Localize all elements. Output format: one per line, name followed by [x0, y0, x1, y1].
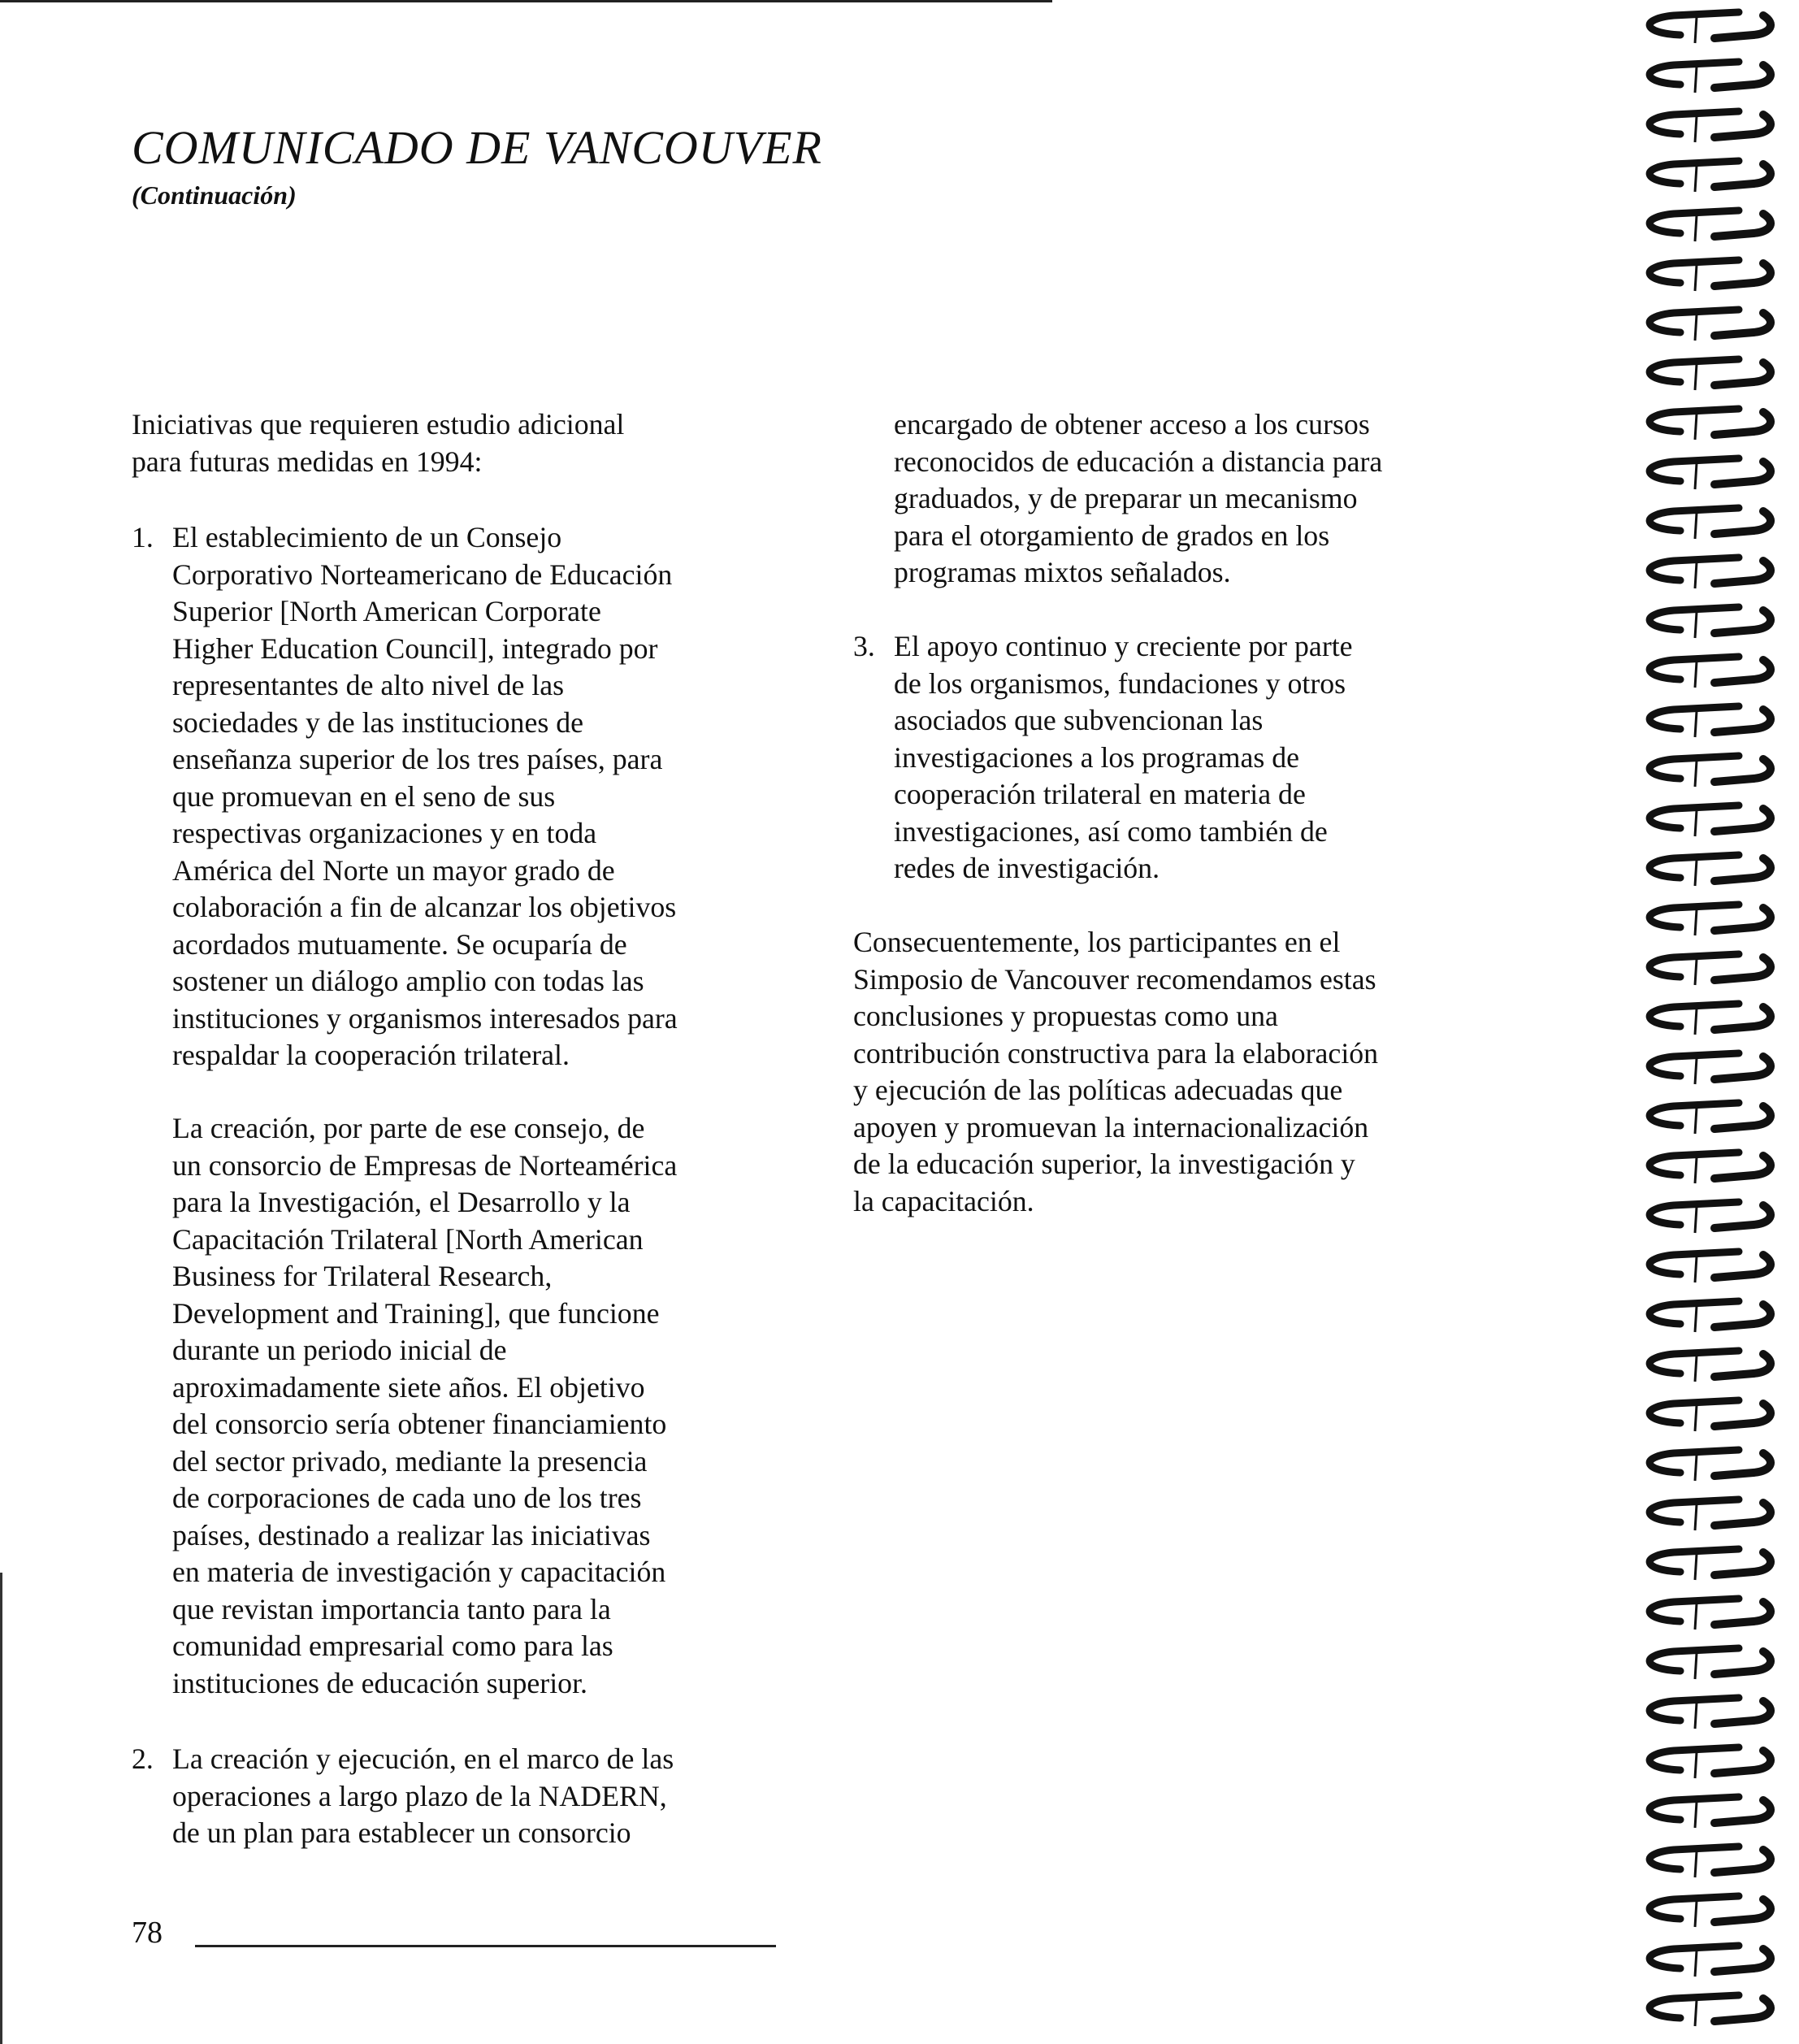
- text-line: investigaciones, así como también de: [894, 814, 1328, 848]
- binding-ring-icon: [1649, 1252, 1771, 1282]
- binding-ring-icon: [1649, 1747, 1771, 1778]
- binding-ring-icon: [1649, 111, 1771, 142]
- text-line: de los organismos, fundaciones y otros: [894, 666, 1346, 700]
- text-line: asociados que subvencionan las: [894, 704, 1264, 736]
- binding-ring-icon: [1649, 1995, 1771, 2026]
- binding-ring-icon: [1649, 310, 1771, 341]
- text-line: Development and Training], que funcione: [172, 1296, 660, 1330]
- binding-ring-icon: [1649, 1450, 1771, 1481]
- text-line: que revistan importancia tanto para la: [172, 1592, 611, 1625]
- binding-ring-icon: [1649, 954, 1771, 985]
- text-line: para futuras medidas en 1994:: [132, 445, 483, 478]
- list-item-2-continuation: [894, 406, 1382, 592]
- text-line: colaboración a fin de alcanzar los objetivos: [172, 891, 677, 923]
- text-line: investigaciones a los programas de: [894, 740, 1300, 774]
- page-subtitle: (Continuación): [132, 180, 297, 210]
- text-line: reconocidos de educación a distancia para: [894, 445, 1383, 478]
- list-item-2-paragraph: [172, 1741, 674, 1852]
- binding-ring-icon: [1649, 1202, 1771, 1233]
- text-line: para el otorgamiento de grados en los: [894, 519, 1330, 552]
- binding-ring-icon: [1649, 905, 1771, 935]
- text-line: para la Investigación, el Desarrollo y la: [172, 1186, 631, 1218]
- binding-ring-icon: [1649, 855, 1771, 886]
- text-line: acordados mutuamente. Se ocuparía de: [172, 927, 627, 961]
- text-line: de un plan para establecer un consorcio: [172, 1816, 631, 1849]
- binding-ring-icon: [1649, 508, 1771, 539]
- binding-ring-icon: [1649, 1896, 1771, 1927]
- footer-rule: [195, 1945, 776, 1947]
- text-line: Simposio de Vancouver recomendamos estas: [853, 962, 1376, 996]
- list-item-1-paragraph-2: [172, 1110, 677, 1702]
- text-line: representantes de alto nivel de las: [172, 669, 565, 701]
- text-line: aproximadamente siete años. El objetivo: [172, 1370, 645, 1404]
- intro-paragraph: [132, 406, 624, 480]
- text-line: respaldar la cooperación trilateral.: [172, 1039, 570, 1071]
- binding-ring-icon: [1649, 1946, 1771, 1977]
- binding-ring-icon: [1649, 1152, 1771, 1183]
- binding-ring-icon: [1649, 756, 1771, 787]
- binding-ring-icon: [1649, 1400, 1771, 1431]
- text-line: encargado de obtener acceso a los cursos: [894, 408, 1370, 440]
- text-line: redes de investigación.: [894, 852, 1160, 884]
- text-line: países, destinado a realizar las iniciativas: [172, 1518, 651, 1551]
- text-line: El apoyo continuo y creciente por parte: [894, 630, 1353, 662]
- left-edge-rule: [0, 1573, 2, 2044]
- binding-ring-icon: [1649, 1797, 1771, 1828]
- text-line: comunidad empresarial como para las: [172, 1630, 613, 1662]
- text-line: América del Norte un mayor grado de: [172, 853, 615, 887]
- text-line: y ejecución de las políticas adecuadas que: [853, 1074, 1343, 1106]
- binding-ring-icon: [1649, 706, 1771, 737]
- conclusion-paragraph: [853, 924, 1378, 1220]
- text-line: conclusiones y propuestas como una: [853, 1000, 1278, 1032]
- binding-ring-icon: [1649, 458, 1771, 489]
- text-line: Higher Education Council], integrado por: [172, 631, 658, 665]
- text-line: que promuevan en el seno de sus: [172, 779, 556, 813]
- text-line: de corporaciones de cada uno de los tres: [172, 1482, 642, 1514]
- text-line: Iniciativas que requieren estudio adicional: [132, 408, 625, 440]
- binding-ring-icon: [1649, 1847, 1771, 1877]
- list-number: 1.: [132, 521, 154, 553]
- binding-ring-icon: [1649, 1648, 1771, 1679]
- text-line: Corporativo Norteamericano de Educación: [172, 558, 673, 591]
- binding-ring-icon: [1649, 558, 1771, 588]
- binding-ring-icon: [1649, 1004, 1771, 1035]
- spiral-binding-icon: [1617, 0, 1799, 2044]
- binding-ring-icon: [1649, 62, 1771, 93]
- text-line: en materia de investigación y capacitación: [172, 1556, 666, 1588]
- binding-ring-icon: [1649, 657, 1771, 688]
- text-line: La creación, por parte de ese consejo, de: [172, 1112, 645, 1144]
- binding-ring-icon: [1649, 1599, 1771, 1630]
- text-line: del consorcio sería obtener financiamiento: [172, 1408, 667, 1440]
- text-line: sostener un diálogo amplio con todas las: [172, 965, 644, 997]
- text-line: respectivas organizaciones y en toda: [172, 817, 597, 849]
- binding-ring-icon: [1649, 1698, 1771, 1729]
- text-line: enseñanza superior de los tres países, para: [172, 743, 663, 775]
- binding-ring-icon: [1649, 1301, 1771, 1332]
- text-line: programas mixtos señalados.: [894, 556, 1231, 588]
- text-line: El establecimiento de un Consejo: [172, 521, 562, 553]
- text-line: de la educación superior, la investigación y: [853, 1148, 1355, 1180]
- text-line: un consorcio de Empresas de Norteamérica: [172, 1148, 678, 1182]
- page-number: 78: [132, 1916, 163, 1950]
- text-line: contribución constructiva para la elaboración: [853, 1036, 1379, 1070]
- list-number: 3.: [853, 630, 875, 662]
- text-line: instituciones y organismos interesados para: [172, 1001, 678, 1035]
- list-item-3-paragraph: [894, 628, 1353, 887]
- top-rule: [0, 0, 1052, 2]
- binding-ring-icon: [1649, 409, 1771, 440]
- text-line: Superior [North American Corporate: [172, 595, 601, 627]
- text-line: La creación y ejecución, en el marco de las: [172, 1742, 674, 1775]
- text-line: Business for Trilateral Research,: [172, 1260, 553, 1292]
- binding-ring-icon: [1649, 1351, 1771, 1382]
- binding-ring-icon: [1649, 607, 1771, 638]
- binding-ring-icon: [1649, 1103, 1771, 1134]
- text-line: Capacitación Trilateral [North American: [172, 1222, 644, 1256]
- binding-ring-icon: [1649, 1499, 1771, 1530]
- list-number: 2.: [132, 1742, 154, 1775]
- binding-ring-icon: [1649, 1549, 1771, 1580]
- binding-ring-icon: [1649, 12, 1771, 43]
- text-line: del sector privado, mediante la presencia: [172, 1444, 648, 1478]
- binding-ring-icon: [1649, 359, 1771, 390]
- binding-ring-icon: [1649, 1053, 1771, 1084]
- text-line: operaciones a largo plazo de la NADERN,: [172, 1779, 667, 1812]
- text-line: durante un periodo inicial de: [172, 1334, 507, 1366]
- page-title: COMUNICADO DE VANCOUVER: [132, 121, 822, 174]
- text-line: apoyen y promuevan la internacionalización: [853, 1110, 1369, 1144]
- text-line: la capacitación.: [853, 1184, 1034, 1217]
- text-line: Consecuentemente, los participantes en el: [853, 926, 1341, 958]
- binding-ring-icon: [1649, 161, 1771, 192]
- binding-ring-icon: [1649, 260, 1771, 291]
- binding-ring-icon: [1649, 210, 1771, 241]
- binding-ring-icon: [1649, 805, 1771, 836]
- text-line: instituciones de educación superior.: [172, 1666, 587, 1699]
- text-line: cooperación trilateral en materia de: [894, 778, 1306, 810]
- list-item-1-paragraph-1: [172, 519, 678, 1074]
- text-line: graduados, y de preparar un mecanismo: [894, 482, 1358, 514]
- text-line: sociedades y de las instituciones de: [172, 705, 583, 739]
